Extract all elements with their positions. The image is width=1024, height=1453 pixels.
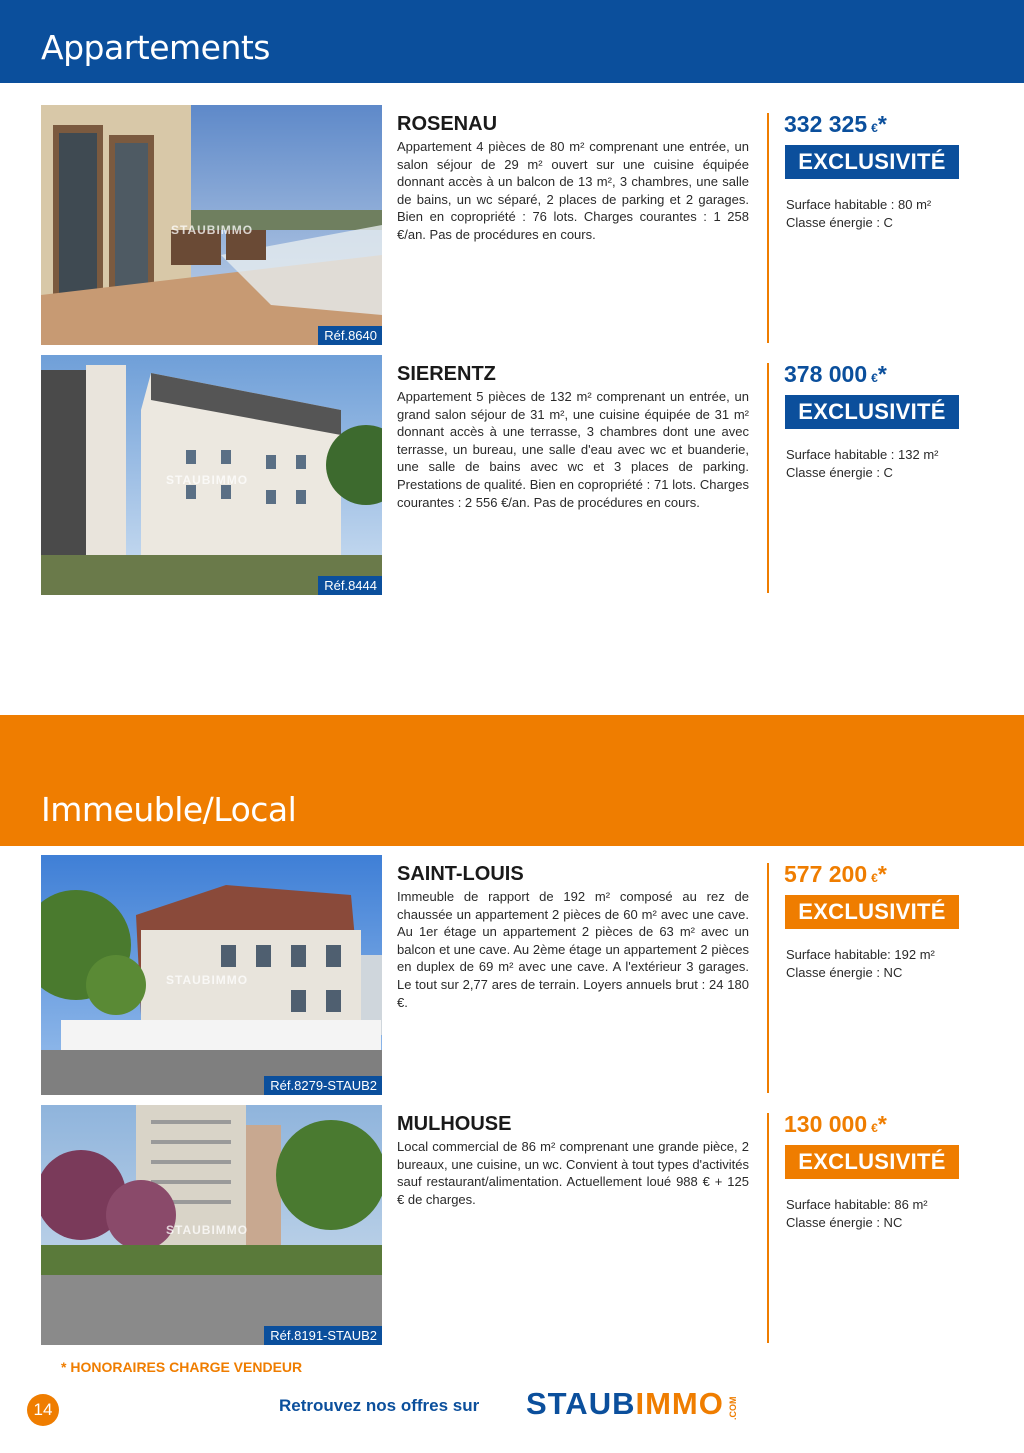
classe-energie: Classe énergie : NC	[786, 965, 903, 980]
classe-energie: Classe énergie : C	[786, 215, 893, 230]
listing-photo[interactable]	[41, 1105, 382, 1345]
listing-specs	[786, 196, 931, 232]
logo-part-staub: STAUB	[526, 1386, 636, 1421]
listing-description: Immeuble de rapport de 192 m² composé au rez de chaussée un appartement 2 pièces de 60 m² avec une cave. Au 1er étage un appartement 2 pièces de 63 m² avec un balcon et une cave. Au 2ème étage un appartement 2 pièces en duplex de 69 m² avec une cave. A l'extérieur 3 garages. Le tout sur 2,77 ares de terrain. Loyers annuels brut : 24 180 €.	[397, 889, 749, 1010]
exclusivite-badge: EXCLUSIVITÉ	[785, 395, 959, 429]
section-title: Immeuble/Local	[41, 790, 297, 829]
staubimmo-logo[interactable]	[526, 1386, 724, 1422]
logo-part-immo: IMMO	[635, 1386, 724, 1421]
reference-badge: Réf.8444	[318, 576, 382, 595]
classe-energie: Classe énergie : NC	[786, 1215, 903, 1230]
price-star: *	[877, 1111, 887, 1137]
listing-sierentz	[0, 355, 1024, 595]
divider-line	[767, 113, 769, 343]
reference-badge: Réf.8640	[318, 326, 382, 345]
listing-price	[784, 111, 887, 138]
exclusivite-badge: EXCLUSIVITÉ	[785, 1145, 959, 1179]
listing-specs	[786, 1196, 928, 1232]
listing-specs	[786, 446, 938, 482]
exclusivite-badge: EXCLUSIVITÉ	[785, 895, 959, 929]
price-value: 130 000	[784, 1111, 868, 1137]
surface-habitable: Surface habitable : 80 m²	[786, 197, 932, 212]
listing-price	[784, 861, 887, 888]
price-currency: €	[871, 371, 878, 385]
listing-photo[interactable]	[41, 355, 382, 595]
listing-description: Appartement 5 pièces de 132 m² comprenant un entrée, un grand salon séjour de 31 m², une cuisine équipée de 31 m² donnant accès à une terrasse, 3 chambres dont une avec terrasse, un bureau, une salle d'eau avec wc et buanderie, une salle de bains avec wc et 3 places de parking. Prestations de qualité. Bien en copropriété : 71 lots. Charges courantes : 2 556 €/an. Pas de procédures en cours.	[397, 389, 749, 510]
listing-title: MULHOUSE	[397, 1113, 512, 1135]
reference-badge: Réf.8191-STAUB2	[264, 1326, 382, 1345]
listing-photo[interactable]	[41, 105, 382, 345]
listing-price	[784, 1111, 887, 1138]
listing-price	[784, 361, 887, 388]
exclusivite-badge: EXCLUSIVITÉ	[785, 145, 959, 179]
divider-line	[767, 863, 769, 1093]
listing-description: Local commercial de 86 m² comprenant une grande pièce, 2 bureaux, une cuisine, un wc. Convient à tout types d'activités sauf restaurant/alimentation. Actuellement loué 988 € + 125 € de charges.	[397, 1139, 749, 1207]
listing-specs	[786, 946, 935, 982]
photo-watermark: STAUBIMMO	[166, 473, 249, 487]
price-star: *	[877, 111, 887, 137]
listing-saint-louis	[0, 855, 1024, 1095]
listing-title: SAINT-LOUIS	[397, 863, 524, 885]
page-number: 14	[27, 1394, 59, 1426]
section-header-appartements	[0, 0, 1024, 83]
price-currency: €	[871, 871, 878, 885]
divider-line	[767, 363, 769, 593]
surface-habitable: Surface habitable: 86 m²	[786, 1197, 928, 1212]
listing-title: SIERENTZ	[397, 363, 496, 385]
footer-tagline: Retrouvez nos offres sur	[279, 1396, 480, 1415]
listing-description: Appartement 4 pièces de 80 m² comprenant une entrée, un salon séjour de 29 m² ouvert sur une cuisine équipée donnant accès à un balcon de 13 m², 3 chambres, une salle de bains, un wc séparé, 2 places de parking et 2 garages. Bien en copropriété : 76 lots. Charges courantes : 1 258 €/an. Pas de procédures en cours.	[397, 139, 749, 242]
price-currency: €	[871, 121, 878, 135]
photo-watermark: STAUBIMMO	[166, 973, 249, 987]
price-star: *	[877, 861, 887, 887]
section-title: Appartements	[41, 28, 270, 67]
price-star: *	[877, 361, 887, 387]
listing-title: ROSENAU	[397, 113, 498, 135]
photo-watermark: STAUBIMMO	[166, 1223, 249, 1237]
divider-line	[767, 1113, 769, 1343]
footnote-honoraires: * HONORAIRES CHARGE VENDEUR	[61, 1359, 303, 1375]
price-value: 378 000	[784, 361, 868, 387]
photo-watermark: STAUBIMMO	[171, 223, 254, 237]
price-value: 332 325	[784, 111, 868, 137]
listing-mulhouse	[0, 1105, 1024, 1345]
listing-photo[interactable]	[41, 855, 382, 1095]
listing-rosenau	[0, 105, 1024, 345]
surface-habitable: Surface habitable : 132 m²	[786, 447, 939, 462]
price-currency: €	[871, 1121, 878, 1135]
reference-badge: Réf.8279-STAUB2	[264, 1076, 382, 1095]
price-value: 577 200	[784, 861, 868, 887]
classe-energie: Classe énergie : C	[786, 465, 893, 480]
surface-habitable: Surface habitable: 192 m²	[786, 947, 935, 962]
logo-com: .COM	[728, 1396, 738, 1420]
